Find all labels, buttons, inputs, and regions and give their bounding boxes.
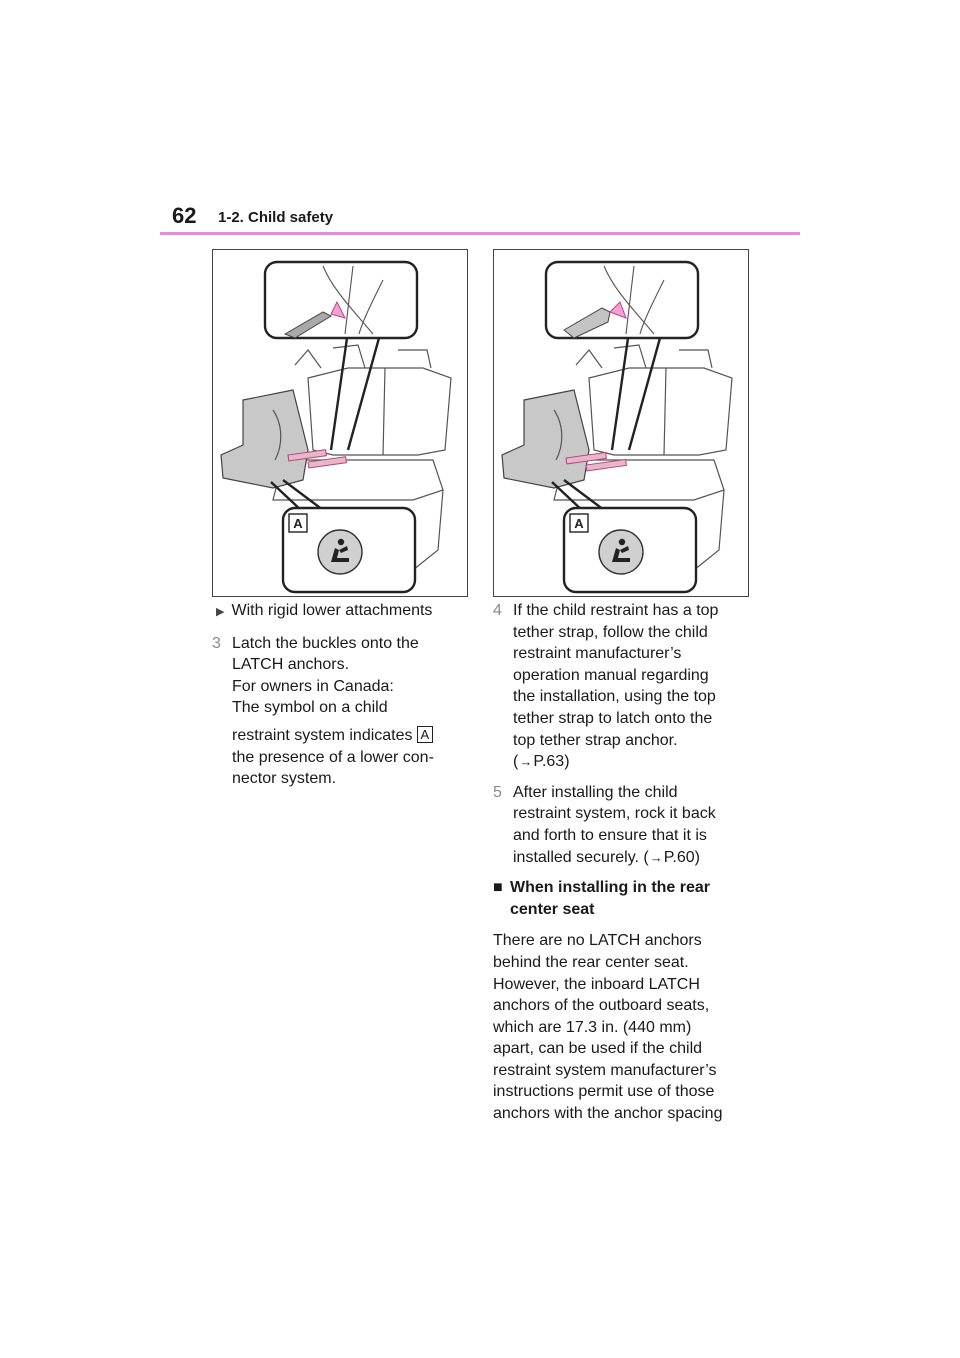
paragraph-line: apart, can be used if the child: [493, 1040, 703, 1058]
step-line: nector system.: [232, 770, 337, 788]
figure-rigid-attachments: [212, 249, 468, 597]
subheading-line: When installing in the rear: [510, 879, 711, 897]
left-text-column: [212, 600, 474, 799]
option-bullet: [216, 600, 474, 624]
step-line: The symbol on a child: [232, 699, 388, 717]
step-line: LATCH anchors.: [232, 656, 350, 674]
square-bullet-icon: ■: [493, 879, 503, 897]
step-number: 4: [493, 602, 502, 619]
step-line: If the child restraint has a top: [513, 602, 719, 619]
step-line: tether strap to latch onto the: [513, 709, 713, 727]
paragraph-line: However, the inboard LATCH: [493, 975, 700, 993]
callout-label: A: [293, 516, 303, 531]
right-text-column: [493, 600, 755, 1125]
step-line: After installing the child: [513, 783, 678, 801]
page-reference[interactable]: (→P.63): [513, 753, 570, 771]
header-rule: [160, 232, 800, 235]
step-number: 3: [212, 634, 221, 652]
paragraph-line: anchors of the outboard seats,: [493, 997, 710, 1015]
step-line: For owners in Canada:: [232, 677, 394, 695]
paragraph-line: anchors with the anchor spacing: [493, 1105, 723, 1123]
step-line: [513, 847, 755, 869]
step-line-text: ): [694, 848, 700, 866]
arrow-right-icon: →: [519, 754, 533, 770]
step-line: restraint manufacturer’s: [513, 645, 682, 663]
step-line: the installation, using the top: [513, 688, 716, 706]
paragraph-line: instructions permit use of those: [493, 1083, 715, 1101]
page-number: 62: [172, 203, 197, 228]
step-line: restraint system, rock it back: [513, 805, 716, 823]
step-4: [493, 600, 755, 773]
body-paragraph: [493, 930, 755, 1124]
step-line: and forth to ensure that it is: [513, 826, 707, 844]
callout-label: A: [574, 516, 584, 531]
section-title: 1-2. Child safety: [218, 209, 334, 226]
subheading-line: center seat: [510, 900, 595, 918]
step-line: [232, 725, 474, 747]
callout-box-a: A: [417, 726, 434, 743]
subheading: [493, 877, 755, 920]
step-line: tether strap, follow the child: [513, 623, 708, 641]
step-line-text: restraint system indicates: [232, 726, 413, 744]
child-seat-illustration: [213, 250, 467, 596]
step-number: 5: [493, 783, 502, 801]
triangle-bullet-icon: ▶: [216, 606, 225, 618]
paragraph-line: behind the rear center seat.: [493, 953, 689, 971]
paragraph-line: There are no LATCH anchors: [493, 932, 702, 950]
step-line: operation manual regarding: [513, 666, 709, 684]
paragraph-line: restraint system manufacturer’s: [493, 1061, 717, 1079]
page-reference[interactable]: P.60: [663, 848, 695, 866]
page-ref-text: P.63: [533, 753, 565, 771]
step-3: [212, 633, 474, 790]
paragraph-line: which are 17.3 in. (440 mm): [493, 1018, 692, 1036]
step-line: the presence of a lower con-: [232, 748, 434, 766]
bullet-text: With rigid lower attachments: [231, 602, 433, 619]
arrow-right-icon: →: [649, 849, 663, 865]
step-line: top tether strap anchor.: [513, 731, 678, 749]
figure-top-tether: [493, 249, 749, 597]
step-5: [493, 782, 755, 868]
child-seat-illustration: [494, 250, 748, 596]
step-line: Latch the buckles onto the: [232, 634, 419, 652]
step-line-text: installed securely. (: [513, 848, 649, 866]
